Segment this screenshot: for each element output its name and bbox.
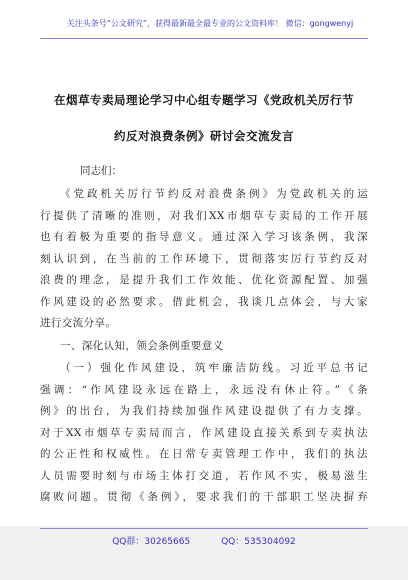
intro-line: 作风建设的必然要求。借此机会，我谈几点体会，与大家: [40, 295, 368, 308]
document-title-line-2: 约反对浪费条例》研讨会交流发言: [114, 129, 294, 143]
header-divider: [40, 38, 368, 39]
subsection-line: 强调：“作风建设永远在路上，永远没有休止符。”《条: [40, 383, 368, 396]
subsection-line: 例》的出台，为我们持续加强作风建设提供了有力支撑。: [40, 405, 368, 417]
footer-qq: QQ：535304092: [221, 537, 296, 547]
intro-line: 进行交流分享。: [40, 317, 117, 329]
footer-divider: [40, 528, 368, 529]
subsection-line: 人员需要时刻与市场主体打交道，若作风不实，极易滋生: [40, 469, 368, 482]
section-1-heading: 一、深化认知，领会条例重要意义: [60, 340, 224, 352]
intro-line: 《党政机关厉行节约反对浪费条例》为党政机关的运: [60, 188, 368, 200]
footer-qq-group: QQ群：30265665: [112, 537, 191, 547]
subsection-line: 对于XX市烟草专卖局而言，作风建设直接关系到专卖执法: [40, 426, 368, 439]
intro-line: 刻认识到，在当前的工作环境下，贯彻落实厉行节约反对: [40, 252, 368, 265]
subsection-line: 腐败问题。贯彻《条例》，要求我们的干部职工坚决摒弃: [40, 491, 368, 503]
subsection-1-paragraph: [40, 358, 368, 509]
greeting: 同志们：: [80, 165, 122, 177]
intro-line: 浪费的理念，是提升我们工作效能、优化资源配置、加强: [40, 274, 368, 286]
intro-line: 也有着极为重要的指导意义。通过深入学习该条例，我深: [40, 231, 368, 243]
subsection-line: 的公正性和权威性。在日常专卖管理工作中，我们的执法: [40, 448, 368, 460]
header-banner: 关注头条号“公文研究”，获得最新最全最专业的公文资料库！ 微信：gongwenyj: [66, 19, 354, 28]
intro-line: 行提供了清晰的准则，对我们XX市烟草专卖局的工作开展: [40, 209, 368, 222]
subsection-line: （一）强化作风建设，筑牢廉洁防线。习近平总书记: [60, 362, 368, 374]
section-1-heading-block: [40, 336, 368, 358]
document-title-line-1: 在烟草专卖局理论学习中心组专题学习《党政机关厉行节: [54, 93, 354, 107]
intro-paragraph: [40, 184, 368, 335]
footer-contact: [0, 534, 408, 547]
